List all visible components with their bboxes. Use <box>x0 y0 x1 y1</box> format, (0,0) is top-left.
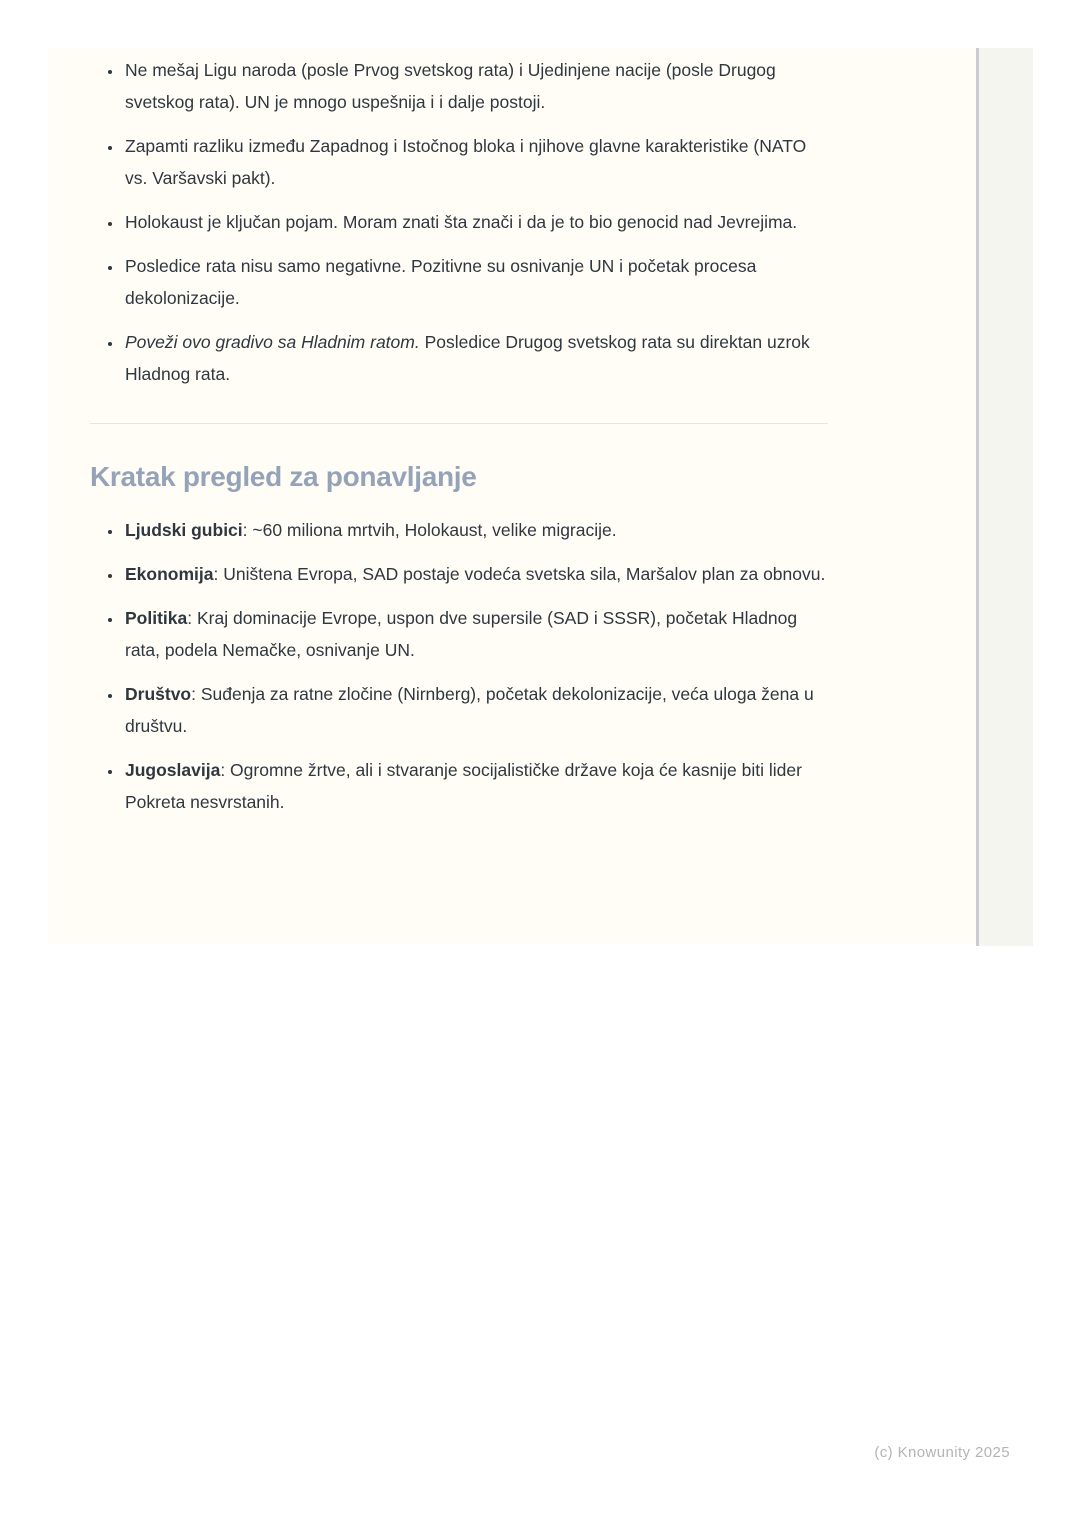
note-text: Holokaust je ključan pojam. Moram znati šta znači i da je to bio genocid nad Jevrejima. <box>125 212 798 232</box>
list-item <box>123 130 828 194</box>
list-item <box>123 54 828 118</box>
term-label: Jugoslavija <box>125 760 221 780</box>
term-label: Ljudski gubici <box>125 520 243 540</box>
section-heading: Kratak pregled za ponavljanje <box>90 461 477 492</box>
list-item <box>123 754 828 818</box>
list-item <box>123 678 828 742</box>
notes-list <box>90 54 828 390</box>
note-text-italic: Poveži ovo gradivo sa Hladnim ratom. <box>125 332 420 352</box>
page-content <box>48 48 978 818</box>
note-text: Posledice rata nisu samo negativne. Pozitivne su osnivanje UN i početak procesa dekolonizacije. <box>125 256 757 308</box>
list-item <box>123 250 828 314</box>
term-text: : Kraj dominacije Evrope, uspon dve supersile (SAD i SSSR), početak Hladnog rata, podela Nemačke, osnivanje UN. <box>125 608 798 660</box>
list-item <box>123 326 828 390</box>
list-item <box>123 514 828 546</box>
term-label: Društvo <box>125 684 192 704</box>
next-page-edge <box>976 48 1033 946</box>
list-item <box>123 602 828 666</box>
term-text: : Ogromne žrtve, ali i stvaranje socijalističke države koja će kasnije biti lider Pokreta nesvrstanih. <box>125 760 802 812</box>
section-divider <box>90 423 828 424</box>
copyright-footer: (c) Knowunity 2025 <box>874 1444 1010 1461</box>
term-label: Politika <box>125 608 188 628</box>
note-text: Zapamti razliku između Zapadnog i Istočnog bloka i njihove glavne karakteristike (NATO vs. Varšavski pakt). <box>125 136 807 188</box>
term-text: : Suđenja za ratne zločine (Nirnberg), početak dekolonizacije, veća uloga žena u društvu. <box>125 684 814 736</box>
document-page <box>48 48 978 944</box>
note-text: Ne mešaj Ligu naroda (posle Prvog svetskog rata) i Ujedinjene nacije (posle Drugog svetskog rata). UN je mnogo uspešnija i i dalje postoji. <box>125 60 776 112</box>
summary-list <box>90 514 828 818</box>
term-label: Ekonomija <box>125 564 214 584</box>
note-text: Posledice Drugog svetskog rata su direktan uzrok Hladnog rata. <box>125 332 810 384</box>
term-text: : Uništena Evropa, SAD postaje vodeća svetska sila, Maršalov plan za obnovu. <box>213 564 826 584</box>
term-text: : ~60 miliona mrtvih, Holokaust, velike migracije. <box>242 520 617 540</box>
list-item <box>123 206 828 238</box>
list-item <box>123 558 828 590</box>
